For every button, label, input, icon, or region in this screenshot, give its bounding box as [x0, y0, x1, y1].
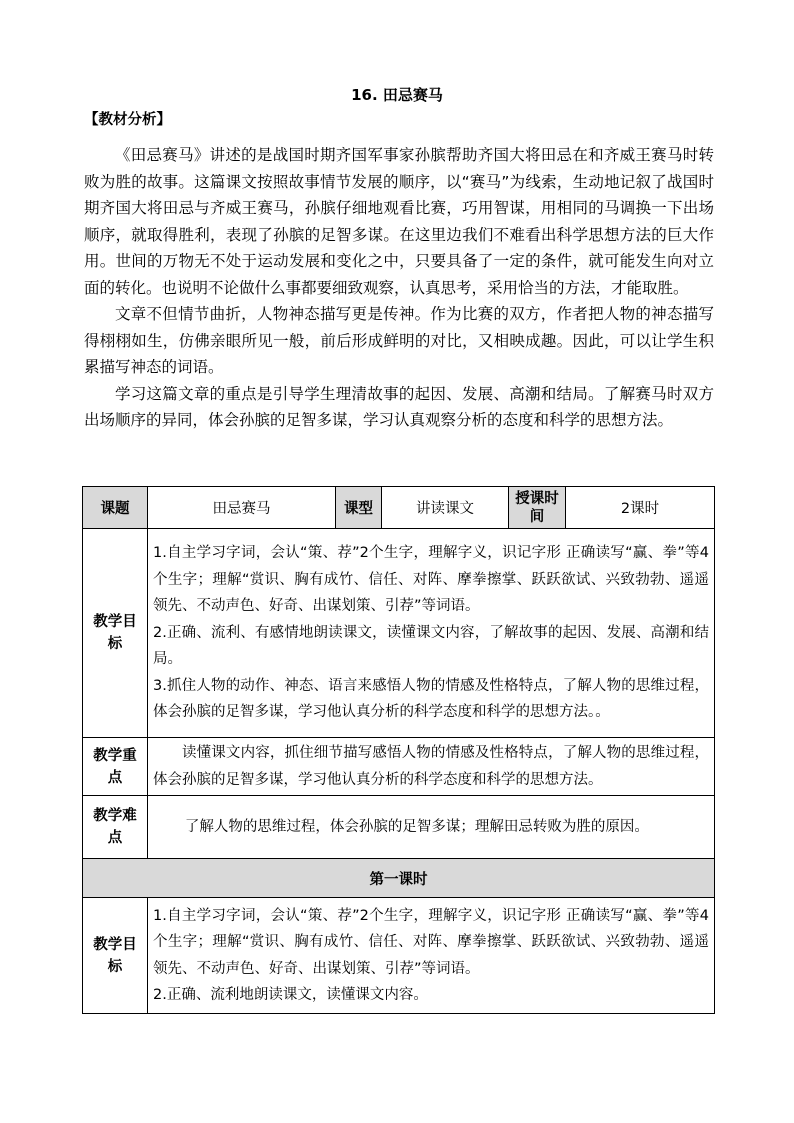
teaching-goals-row	[83, 529, 715, 738]
page-title: 16. 田忌赛马	[351, 86, 443, 104]
topic-value: 田忌赛马	[148, 487, 336, 529]
period-title: 第一课时	[83, 859, 715, 898]
goal-item: 2.正确、流利地朗读课文，读懂课文内容。	[153, 987, 428, 1003]
section-heading-textbook-analysis: 【教材分析】	[84, 112, 171, 128]
time-value: 2课时	[566, 487, 715, 529]
period-goals-label: 教学目标	[83, 898, 148, 1014]
time-label: 授课时间	[509, 487, 566, 529]
teaching-focus-content	[148, 738, 715, 796]
teaching-focus-text: 读懂课文内容，抓住细节描写感悟人物的情感及性格特点，了解人物的思维过程，体会孙膑的足智多谋，学习他认真分析的科学态度和科学的思想方法。	[153, 745, 709, 788]
topic-label: 课题	[83, 487, 148, 529]
type-label: 课型	[336, 487, 382, 529]
teaching-focus-row	[83, 738, 715, 796]
analysis-paragraph: 学习这篇文章的重点是引导学生理清故事的起因、发展、高潮和结局。了解赛马时双方出场顺序的异同，体会孙膑的足智多谋，学习认真观察分析的态度和科学的思想方法。	[84, 384, 714, 429]
analysis-paragraph: 文章不但情节曲折，人物神态描写更是传神。作为比赛的双方，作者把人物的神态描写得栩栩如生，仿佛亲眼所见一般，前后形成鲜明的对比，又相映成趣。因此，可以让学生积累描写神态的词语。	[84, 305, 714, 376]
goal-item: 2.正确、流利、有感情地朗读课文，读懂课文内容，了解故事的起因、发展、高潮和结局。	[153, 624, 709, 668]
teaching-difficulty-label: 教学难点	[83, 796, 148, 859]
analysis-paragraph: 《田忌赛马》讲述的是战国时期齐国军事家孙膑帮助齐国大将田忌在和齐威王赛马时转败为胜的故事。这篇课文按照故事情节发展的顺序，以“赛马”为线索，生动地记叙了战国时期齐国大将田忌与齐威王赛马，孙膑仔细地观看比赛，巧用智谋，用相同的马调换一下出场顺序，就取得胜利，表现了孙膑的足智多谋。在这里边我们不难看出科学思想方法的巨大作用。世间的万物无不处于运动发展和变化之中，只要具备了一定的条件，就可能发生向对立面的转化。也说明不论做什么事都要细致观察，认真思考，采用恰当的方法，才能取胜。	[84, 146, 714, 297]
teaching-difficulty-content	[148, 796, 715, 859]
teaching-difficulty-text: 了解人物的思维过程，体会孙膑的足智多谋；理解田忌转败为胜的原因。	[184, 818, 649, 835]
period-row	[83, 859, 715, 898]
goal-item: 1.自主学习字词，会认“策、荐”2个生字，理解字义，识记字形 正确读写“赢、拳”等4个生字；理解“赏识、胸有成竹、信任、对阵、摩拳擦掌、跃跃欲试、兴致勃勃、遥遥领先、不动声色、好奇、出谋划策、引荐”等词语。	[153, 545, 709, 615]
table-header-row	[83, 487, 715, 529]
period-goals-row	[83, 898, 715, 1014]
goal-item: 1.自主学习字词，会认“策、荐”2个生字，理解字义，识记字形 正确读写“赢、拳”等4个生字；理解“赏识、胸有成竹、信任、对阵、摩拳擦掌、跃跃欲试、兴致勃勃、遥遥领先、不动声色、好奇、出谋划策、引荐”等词语。	[153, 907, 709, 977]
teaching-goals-content	[148, 529, 715, 738]
teaching-difficulty-row	[83, 796, 715, 859]
lesson-plan-table	[82, 486, 715, 1014]
textbook-analysis	[84, 142, 714, 434]
teaching-focus-label: 教学重点	[83, 738, 148, 796]
type-value: 讲读课文	[382, 487, 509, 529]
period-goals-content	[148, 898, 715, 1014]
teaching-goals-label: 教学目标	[83, 529, 148, 738]
goal-item: 3.抓住人物的动作、神态、语言来感悟人物的情感及性格特点，了解人物的思维过程，体会孙膑的足智多谋，学习他认真分析的科学态度和科学的思想方法。。	[153, 677, 709, 721]
